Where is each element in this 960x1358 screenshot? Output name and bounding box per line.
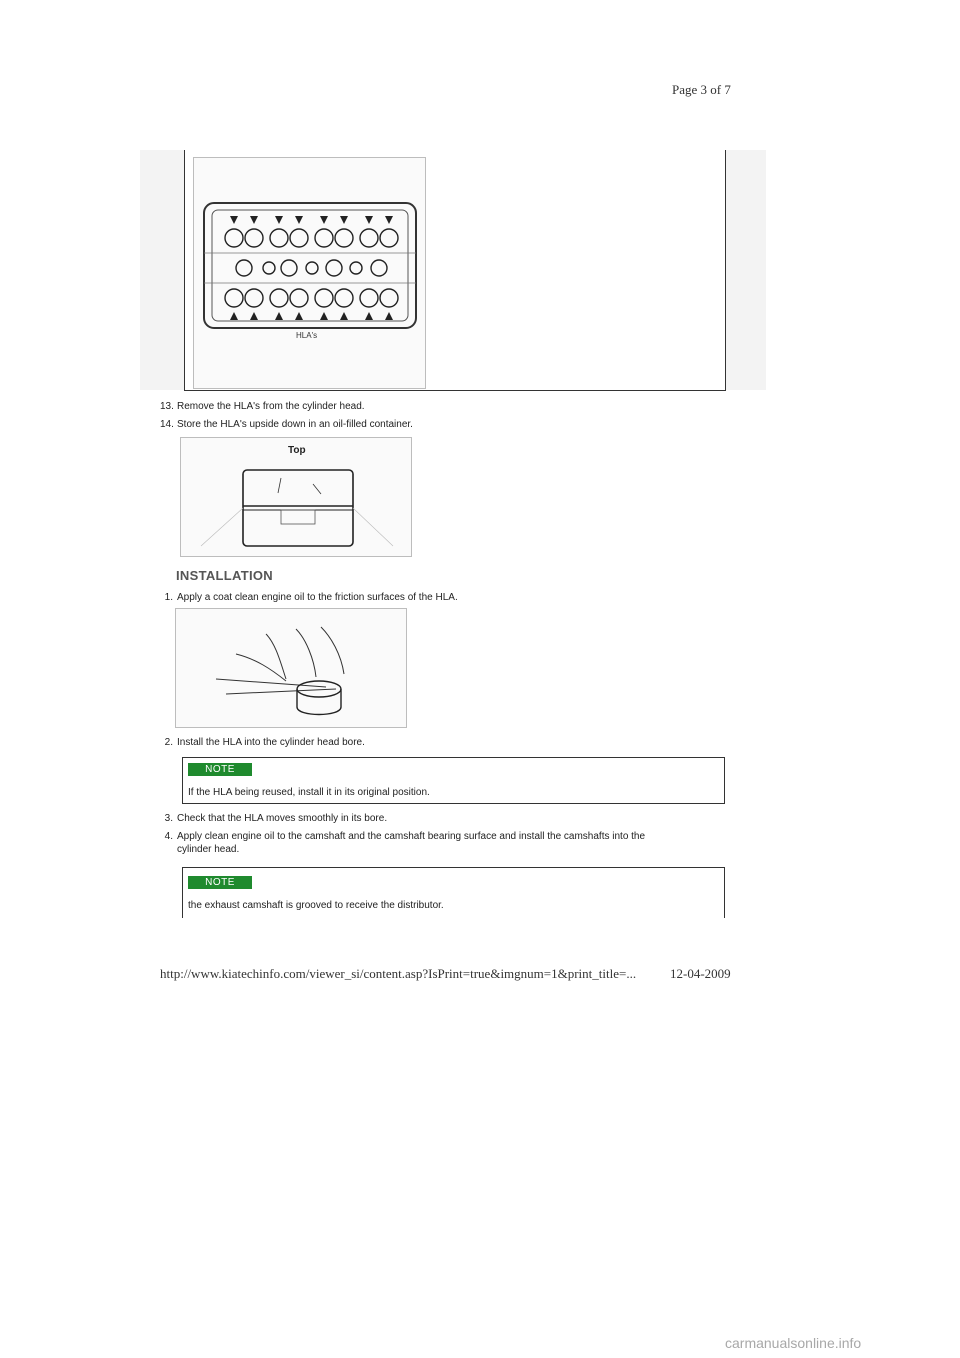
step-number: 4. (164, 831, 173, 842)
apply-oil-figure (175, 608, 407, 728)
step-number: 13. (160, 401, 174, 412)
note-text: the exhaust camshaft is grooved to receive the distributor. (188, 900, 444, 911)
step-text: Apply a coat clean engine oil to the friction surfaces of the HLA. (177, 592, 458, 603)
note-box-1 (182, 757, 725, 804)
step-number: 3. (164, 813, 173, 824)
note-text: If the HLA being reused, install it in its original position. (188, 787, 430, 798)
right-gutter (726, 150, 766, 390)
left-gutter (140, 150, 184, 390)
hand-oil-illustration (176, 609, 406, 727)
install-step-1 (160, 591, 458, 604)
install-step-2 (160, 736, 365, 749)
footer-url: http://www.kiatechinfo.com/viewer_si/content.asp?IsPrint=true&imgnum=1&print_title=... (160, 966, 637, 981)
hla-top-label: Top (288, 445, 306, 456)
page-number: Page 3 of 7 (672, 82, 731, 97)
step-14 (160, 418, 413, 431)
step-text: Check that the HLA moves smoothly in its bore. (177, 813, 388, 824)
step-13 (160, 400, 365, 413)
step-number: 2. (164, 737, 173, 748)
note-badge: NOTE (188, 876, 252, 889)
note-box-2 (182, 867, 725, 918)
cylinder-head-figure (193, 157, 426, 389)
step-number: 14. (160, 419, 174, 430)
step-text: Install the HLA into the cylinder head bore. (177, 737, 365, 748)
footer-date: 12-04-2009 (670, 966, 731, 981)
cylinder-head-label: HLA's (296, 331, 318, 340)
step-text: Store the HLA's upside down in an oil-filled container. (177, 419, 413, 430)
installation-heading: INSTALLATION (176, 568, 273, 583)
step-number: 1. (164, 592, 173, 603)
step-text: Apply clean engine oil to the camshaft and the camshaft bearing surface and install the camshafts into the (177, 831, 646, 842)
install-step-3 (160, 812, 387, 825)
cylinder-head-illustration (194, 158, 425, 388)
step-text-continued: cylinder head. (177, 844, 240, 855)
install-step-4 (160, 830, 720, 856)
watermark: carmanualsonline.info (725, 1335, 862, 1351)
step-text: Remove the HLA's from the cylinder head. (177, 401, 365, 412)
note-badge: NOTE (188, 763, 252, 776)
